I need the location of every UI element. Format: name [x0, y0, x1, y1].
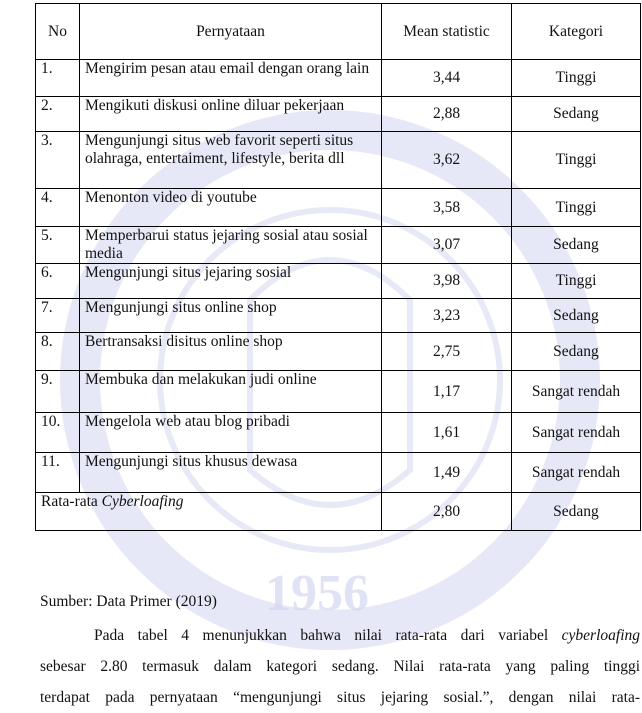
row-category: Sangat rendah — [512, 371, 641, 413]
table-row — [36, 299, 641, 333]
row-mean: 1,17 — [382, 371, 512, 413]
row-category: Sedang — [512, 227, 641, 264]
table-row — [36, 371, 641, 413]
row-number: 3. — [36, 132, 80, 189]
row-number: 2. — [36, 97, 80, 132]
row-statement: Menonton video di youtube — [80, 189, 382, 227]
row-number: 7. — [36, 299, 80, 333]
row-category: Sangat rendah — [512, 413, 641, 453]
average-row — [36, 493, 641, 531]
table-source: Sumber: Data Primer (2019) — [40, 593, 217, 610]
row-statement: Bertransaksi disitus online shop — [80, 333, 382, 371]
row-mean: 2,88 — [382, 97, 512, 132]
row-statement: Mengelola web atau blog pribadi — [80, 413, 382, 453]
body-paragraph — [40, 620, 640, 713]
row-number: 10. — [36, 413, 80, 453]
table-row — [36, 60, 641, 97]
row-statement: Mengunjungi situs jejaring sosial — [80, 264, 382, 299]
row-category: Sangat rendah — [512, 453, 641, 493]
row-number: 4. — [36, 189, 80, 227]
row-statement: Memperbarui status jejaring sosial atau sosial media — [80, 227, 382, 264]
average-mean: 2,80 — [382, 493, 512, 531]
table-row — [36, 97, 641, 132]
header-statement: Pernyataan — [80, 4, 382, 60]
table-header-row — [36, 4, 641, 60]
row-number: 1. — [36, 60, 80, 97]
row-mean: 3,98 — [382, 264, 512, 299]
table-row — [36, 264, 641, 299]
row-mean: 3,58 — [382, 189, 512, 227]
row-number: 9. — [36, 371, 80, 413]
row-statement: Membuka dan melakukan judi online — [80, 371, 382, 413]
watermark-year: 1956 — [265, 565, 369, 622]
row-number: 6. — [36, 264, 80, 299]
row-mean: 3,07 — [382, 227, 512, 264]
table-row — [36, 413, 641, 453]
paragraph-line-2: sebesar 2.80 termasuk dalam kategori sedang. Nilai rata-rata yang paling tinggi — [40, 658, 640, 675]
row-category: Sedang — [512, 299, 641, 333]
average-category: Sedang — [512, 493, 641, 531]
table-row — [36, 189, 641, 227]
row-mean: 1,61 — [382, 413, 512, 453]
row-mean: 3,23 — [382, 299, 512, 333]
row-statement: Mengunjungi situs web favorit seperti situs olahraga, entertaiment, lifestyle, berita dll — [80, 132, 382, 189]
row-statement: Mengunjungi situs khusus dewasa — [80, 453, 382, 493]
table-row — [36, 227, 641, 264]
row-number: 8. — [36, 333, 80, 371]
row-mean: 2,75 — [382, 333, 512, 371]
paragraph-line-1: Pada tabel 4 menunjukkan bahwa nilai rata-rata dari variabel cyberloafing — [94, 627, 640, 644]
average-label: Rata-rata Cyberloafing — [36, 493, 382, 531]
header-category: Kategori — [512, 4, 641, 60]
row-mean: 1,49 — [382, 453, 512, 493]
row-statement: Mengikuti diskusi online diluar pekerjaan — [80, 97, 382, 132]
row-mean: 3,44 — [382, 60, 512, 97]
header-no: No — [36, 4, 80, 60]
table-row — [36, 453, 641, 493]
paragraph-line-3: terdapat pada pernyataan “mengunjungi situs jejaring sosial.”, dengan nilai rata- — [40, 689, 640, 706]
row-category: Tinggi — [512, 132, 641, 189]
row-category: Sedang — [512, 97, 641, 132]
row-category: Tinggi — [512, 60, 641, 97]
row-statement: Mengunjungi situs online shop — [80, 299, 382, 333]
row-number: 11. — [36, 453, 80, 493]
row-mean: 3,62 — [382, 132, 512, 189]
row-category: Sedang — [512, 333, 641, 371]
row-category: Tinggi — [512, 264, 641, 299]
header-mean: Mean statistic — [382, 4, 512, 60]
table-row — [36, 333, 641, 371]
row-statement: Mengirim pesan atau email dengan orang lain — [80, 60, 382, 97]
cyberloafing-table — [35, 3, 641, 531]
row-number: 5. — [36, 227, 80, 264]
row-category: Tinggi — [512, 189, 641, 227]
table-row — [36, 132, 641, 189]
